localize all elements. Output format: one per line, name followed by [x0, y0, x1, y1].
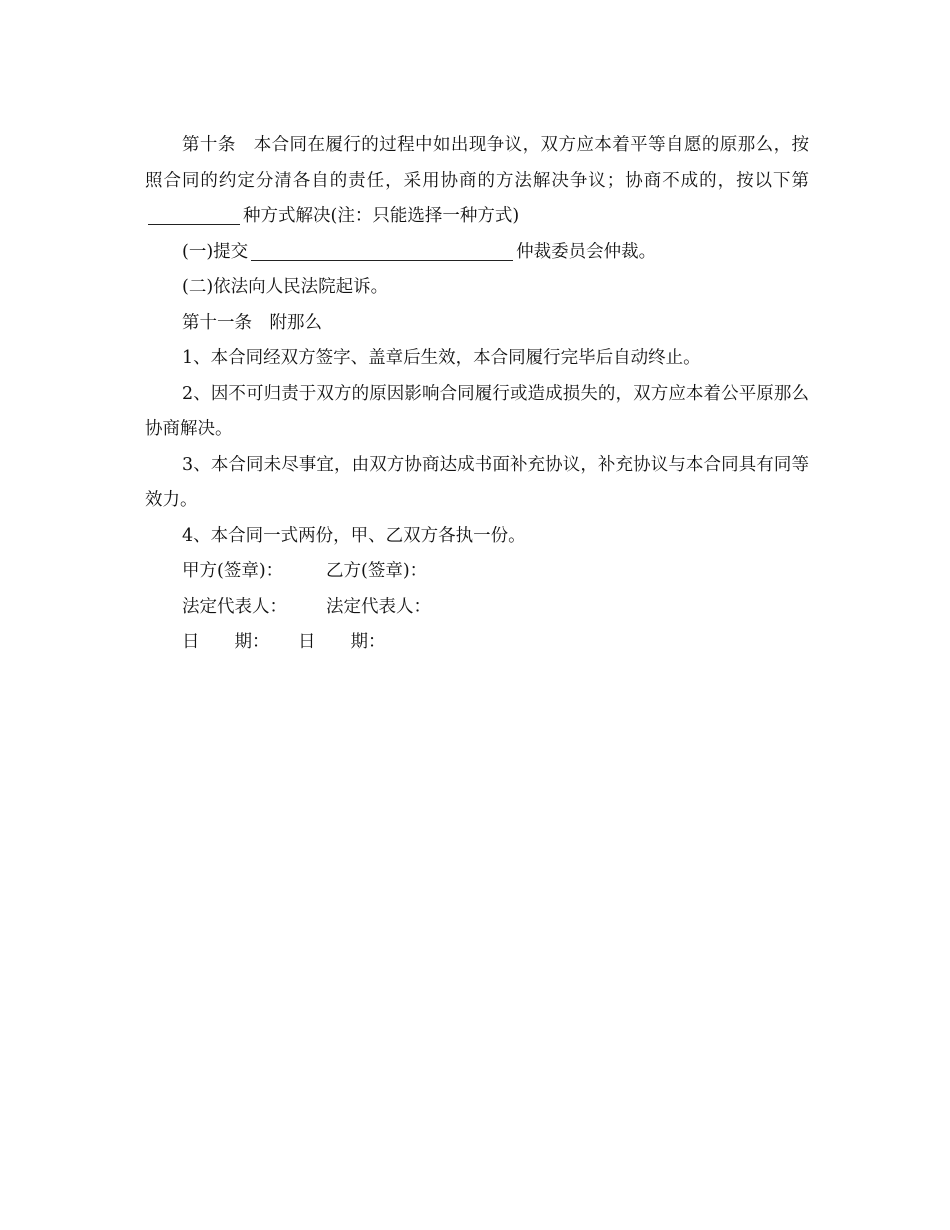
method-number-blank[interactable]	[148, 204, 240, 225]
clause-1: 1、本合同经双方签字、盖章后生效，本合同履行完毕后自动终止。	[182, 348, 701, 368]
article-10-paragraph	[145, 128, 809, 235]
party-b-representative-label: 法定代表人：	[326, 596, 431, 617]
option-arbitration-prefix: (一)提交	[182, 241, 249, 262]
party-b-date-label: 日 期：	[298, 632, 386, 652]
article-10-text-end: 种方式解决(注：只能选择一种方式)	[243, 206, 520, 226]
party-a-seal-label: 甲方(签章)：	[182, 561, 284, 581]
signature-row-seal	[145, 554, 809, 590]
clause-3: 3、本合同未尽事宜，由双方协商达成书面补充协议，补充协议与本合同具有同等效力。	[145, 454, 809, 510]
clause-4: 4、本合同一式两份，甲、乙双方各执一份。	[182, 525, 526, 546]
option-arbitration	[145, 235, 809, 271]
party-a-date-label: 日 期：	[182, 632, 270, 652]
article-10-text: 第十条 本合同在履行的过程中如出现争议，双方应本着平等自愿的原那么，按照合同的约定分清各自的责任，采用协商的方法解决争议；协商不成的，按以下第	[145, 135, 809, 191]
option-arbitration-suffix: 仲裁委员会仲裁。	[516, 241, 657, 262]
contract-body	[145, 128, 809, 661]
option-litigation: (二)依法向人民法院起诉。	[182, 277, 389, 297]
signature-row-representative	[145, 590, 809, 626]
signature-row-date	[145, 625, 809, 661]
arbitration-commission-blank[interactable]	[251, 240, 513, 261]
party-a-representative-label: 法定代表人：	[182, 596, 287, 617]
clause-2: 2、因不可归责于双方的原因影响合同履行或造成损失的，双方应本着公平原那么协商解决。	[145, 383, 809, 439]
article-11-heading: 第十一条 附那么	[182, 312, 322, 333]
party-b-seal-label: 乙方(签章)：	[326, 561, 428, 581]
